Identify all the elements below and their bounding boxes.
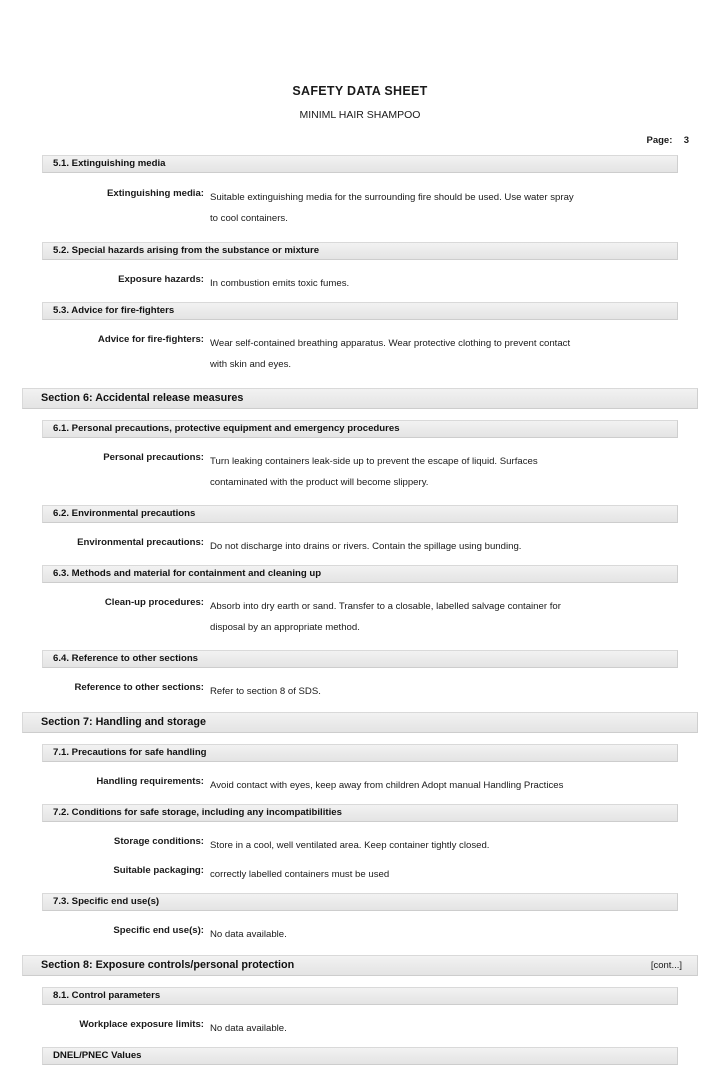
product-name: MINIML HAIR SHAMPOO bbox=[299, 108, 421, 121]
value-line: with skin and eyes. bbox=[210, 358, 292, 370]
field-value bbox=[210, 775, 650, 796]
section-header-8: Section 8: Exposure controls/personal protection bbox=[22, 955, 698, 976]
subsection-header-5-1: 5.1. Extinguishing media bbox=[42, 155, 678, 173]
value-line: Turn leaking containers leak-side up to prevent the escape of liquid. Surfaces bbox=[210, 455, 538, 467]
field-value bbox=[210, 1018, 650, 1039]
field-value bbox=[210, 835, 650, 856]
field-label: Personal precautions: bbox=[103, 451, 204, 463]
page-indicator bbox=[0, 136, 720, 146]
document-header bbox=[0, 0, 720, 120]
section-header-6: Section 6: Accidental release measures bbox=[22, 388, 698, 409]
field-environmental-precautions bbox=[0, 536, 720, 557]
section-header-7: Section 7: Handling and storage bbox=[22, 712, 698, 733]
page-number: 3 bbox=[683, 135, 689, 146]
field-label: Handling requirements: bbox=[96, 775, 204, 787]
field-suitable-packaging bbox=[0, 864, 720, 885]
value-line: In combustion emits toxic fumes. bbox=[210, 277, 350, 289]
field-value bbox=[210, 681, 650, 702]
subsection-header-7-3: 7.3. Specific end use(s) bbox=[42, 893, 678, 911]
field-value bbox=[210, 924, 650, 945]
field-label: Extinguishing media: bbox=[106, 187, 204, 199]
subsection-header-5-3: 5.3. Advice for fire-fighters bbox=[42, 302, 678, 320]
field-specific-end-uses bbox=[0, 924, 720, 945]
value-line: No data available. bbox=[210, 1022, 287, 1034]
field-label: Clean-up procedures: bbox=[104, 596, 204, 608]
value-line: contaminated with the product will become slippery. bbox=[210, 476, 429, 488]
value-line: Absorb into dry earth or sand. Transfer to a closable, labelled salvage container for bbox=[210, 600, 561, 612]
field-label: Storage conditions: bbox=[113, 835, 204, 847]
subsection-header-5-2: 5.2. Special hazards arising from the substance or mixture bbox=[42, 242, 678, 260]
field-handling-requirements bbox=[0, 775, 720, 796]
field-storage-conditions bbox=[0, 835, 720, 856]
page-label: Page: bbox=[646, 135, 673, 146]
field-exposure-hazards bbox=[0, 273, 720, 294]
page-title: SAFETY DATA SHEET bbox=[292, 84, 428, 98]
value-line: to cool containers. bbox=[210, 212, 288, 224]
value-line: Wear self-contained breathing apparatus. Wear protective clothing to prevent contact bbox=[210, 337, 571, 349]
field-value bbox=[210, 273, 650, 294]
field-personal-precautions bbox=[0, 451, 720, 493]
subsection-header-6-3: 6.3. Methods and material for containment and cleaning up bbox=[42, 565, 678, 583]
value-line: No data available. bbox=[210, 928, 287, 940]
field-label: Reference to other sections: bbox=[74, 681, 204, 693]
subsection-header-7-2: 7.2. Conditions for safe storage, including any incompatibilities bbox=[42, 804, 678, 822]
subsection-header-6-4: 6.4. Reference to other sections bbox=[42, 650, 678, 668]
field-label: Suitable packaging: bbox=[113, 864, 204, 876]
subsection-header-dnel-pnec: DNEL/PNEC Values bbox=[42, 1047, 678, 1065]
value-line: Avoid contact with eyes, keep away from children Adopt manual Handling Practices bbox=[210, 779, 564, 791]
field-value bbox=[210, 333, 650, 375]
subsection-header-6-2: 6.2. Environmental precautions bbox=[42, 505, 678, 523]
field-extinguishing-media bbox=[0, 187, 720, 229]
field-label: Specific end use(s): bbox=[113, 924, 204, 936]
subsection-header-8-1: 8.1. Control parameters bbox=[42, 987, 678, 1005]
field-workplace-exposure-limits bbox=[0, 1018, 720, 1039]
field-label: Environmental precautions: bbox=[77, 536, 204, 548]
field-reference-to-other-sections bbox=[0, 681, 720, 702]
continuation-marker: [cont...] bbox=[650, 960, 682, 971]
value-line: Refer to section 8 of SDS. bbox=[210, 685, 321, 697]
subsection-header-6-1: 6.1. Personal precautions, protective equipment and emergency procedures bbox=[42, 420, 678, 438]
field-advice-for-fire-fighters bbox=[0, 333, 720, 375]
field-label: Exposure hazards: bbox=[118, 273, 204, 285]
field-value bbox=[210, 864, 650, 885]
field-clean-up-procedures bbox=[0, 596, 720, 638]
field-label: Workplace exposure limits: bbox=[79, 1018, 204, 1030]
value-line: correctly labelled containers must be used bbox=[210, 868, 390, 880]
value-line: Suitable extinguishing media for the surrounding fire should be used. Use water spray bbox=[210, 191, 574, 203]
field-label: Advice for fire-fighters: bbox=[97, 333, 204, 345]
field-value bbox=[210, 451, 650, 493]
field-value bbox=[210, 187, 650, 229]
value-line: Store in a cool, well ventilated area. Keep container tightly closed. bbox=[210, 839, 490, 851]
subsection-header-7-1: 7.1. Precautions for safe handling bbox=[42, 744, 678, 762]
field-value bbox=[210, 596, 650, 638]
value-line: Do not discharge into drains or rivers. Contain the spillage using bunding. bbox=[210, 540, 522, 552]
value-line: disposal by an appropriate method. bbox=[210, 621, 360, 633]
field-value bbox=[210, 536, 650, 557]
